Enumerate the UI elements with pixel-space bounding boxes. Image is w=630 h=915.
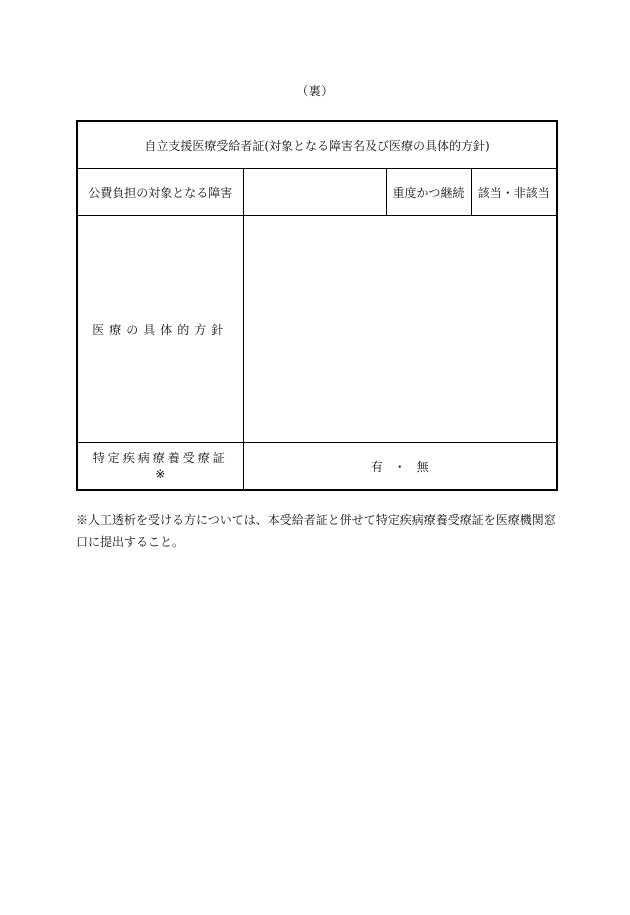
option-yes[interactable]: 有 <box>370 459 383 474</box>
reference-mark: ※ <box>155 467 166 481</box>
specific-disease-cert-label: 特定疾病療養受療証 <box>92 451 228 465</box>
severe-continuous-label: 重度かつ継続 <box>386 169 471 216</box>
recipient-certificate-table <box>76 120 558 491</box>
disability-field[interactable] <box>243 169 386 216</box>
severe-continuous-options[interactable]: 該当・非該当 <box>471 169 557 216</box>
table-title: 自立支援医療受給者証(対象となる障害名及び医療の具体的方針) <box>77 121 557 169</box>
treatment-policy-label: 医療の具体的方針 <box>77 216 243 443</box>
page-side-label: （裏） <box>296 84 334 98</box>
specific-disease-cert-cell <box>77 443 243 491</box>
option-separator: ・ <box>393 459 406 474</box>
specific-disease-cert-options[interactable] <box>243 443 557 491</box>
disability-label: 公費負担の対象となる障害 <box>77 169 243 216</box>
treatment-policy-field[interactable] <box>243 216 557 443</box>
option-no[interactable]: 無 <box>416 459 429 474</box>
footnote: ※人工透析を受ける方については、本受給者証と併せて特定疾病療養受療証を医療機関窓口に提出すること。 <box>76 513 556 549</box>
